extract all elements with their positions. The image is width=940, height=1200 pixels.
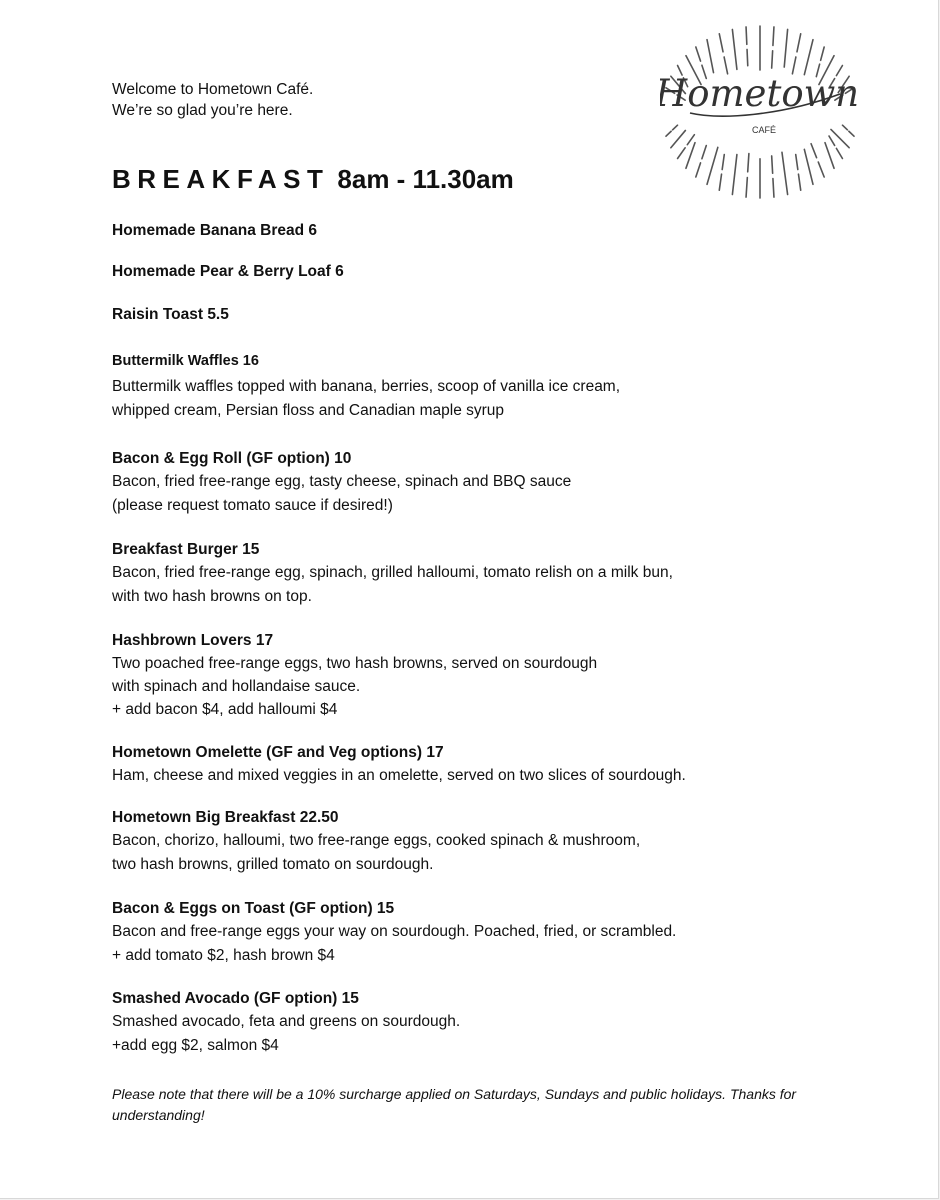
menu-item-addon: + add bacon $4, add halloumi $4 (112, 701, 338, 718)
menu-item-description: with two hash browns on top. (112, 587, 312, 605)
menu-item-addon: +add egg $2, salmon $4 (112, 1036, 279, 1054)
menu-item-title: Hometown Omelette (GF and Veg options) 17 (112, 744, 444, 761)
sunburst-ray (811, 144, 817, 158)
menu-item-description: Ham, cheese and mixed veggies in an omelette, served on two slices of sourdough. (112, 767, 686, 784)
menu-item-title: Breakfast Burger 15 (112, 541, 260, 558)
menu-item-description: Bacon, fried free-range egg, tasty cheese, spinach and BBQ sauce (112, 473, 572, 490)
menu-item (112, 988, 460, 1057)
menu-item-title: Smashed Avocado (GF option) 15 (112, 990, 359, 1007)
sunburst-ray (818, 162, 824, 177)
sunburst-ray (707, 40, 713, 73)
sunburst-ray (772, 156, 773, 173)
sunburst-ray (687, 135, 694, 145)
sunburst-ray (686, 143, 695, 169)
menu-item (112, 220, 317, 242)
sunburst-ray (678, 148, 686, 159)
menu-item-title: Bacon & Eggs on Toast (GF option) 15 (112, 900, 395, 917)
sunburst-ray (796, 155, 798, 170)
menu-item-description: two hash browns, grilled tomato on sourdough. (112, 855, 434, 873)
sunburst-ray (829, 136, 835, 145)
sunburst-ray (849, 131, 854, 136)
sunburst-ray (719, 34, 723, 52)
sunburst-ray (804, 149, 813, 184)
surcharge-note: Please note that there will be a 10% surcharge applied on Saturdays, Sundays and public holidays. Thanks for understanding! (112, 1086, 797, 1123)
menu-item (112, 448, 571, 517)
menu-item-title: Homemade Pear & Berry Loaf 6 (112, 263, 344, 280)
menu-item-description: Buttermilk waffles topped with banana, berries, scoop of vanilla ice cream, (112, 378, 621, 395)
menu-item (112, 350, 620, 422)
sunburst-ray (748, 154, 749, 172)
sunburst-ray (804, 40, 813, 75)
sunburst-ray (825, 143, 834, 169)
menu-item (112, 742, 686, 788)
sunburst-ray (843, 125, 848, 130)
menu-item (112, 630, 597, 721)
menu-item-addon: + add tomato $2, hash brown $4 (112, 946, 335, 964)
menu-item-title: Raisin Toast 5.5 (112, 306, 229, 323)
menu-item-description: Smashed avocado, feta and greens on sourdough. (112, 1013, 461, 1030)
sunburst-ray (673, 125, 678, 130)
sunburst-ray (746, 178, 747, 198)
sunburst-ray (773, 179, 774, 198)
section-hours: 8am - 11.30am (337, 164, 514, 194)
sunburst-ray (666, 131, 671, 136)
menu-item-title: Bacon & Egg Roll (GF option) 10 (112, 450, 352, 467)
menu-item-title: Hashbrown Lovers 17 (112, 632, 274, 649)
menu-item (112, 898, 676, 967)
menu-item-description: Two poached free-range eggs, two hash browns, served on sourdough (112, 655, 598, 672)
sunburst-ray (707, 147, 718, 184)
sunburst-ray (732, 155, 737, 195)
menu-item-description: whipped cream, Persian floss and Canadian maple syrup (112, 401, 505, 419)
menu-item-description: (please request tomato sauce if desired!) (112, 496, 393, 514)
section-title: BREAKFAST (112, 164, 330, 194)
sunburst-ray (696, 163, 701, 177)
menu-item-description: Bacon, chorizo, halloumi, two free-range eggs, cooked spinach & mushroom, (112, 832, 641, 849)
menu-item-title: Homemade Banana Bread 6 (112, 222, 318, 239)
welcome-line: We’re so glad you’re here. (112, 102, 293, 119)
hometown-cafe-logo (660, 24, 858, 202)
sunburst-ray (696, 47, 701, 61)
welcome-message (112, 79, 313, 121)
sunburst-ray (732, 29, 737, 69)
sunburst-ray (702, 146, 706, 159)
sunburst-ray (836, 148, 842, 158)
menu-item-description: Bacon and free-range eggs your way on sourdough. Poached, fried, or scrambled. (112, 923, 677, 940)
section-heading (112, 164, 514, 195)
menu-item (112, 539, 673, 608)
logo-subtext: CAFÉ (751, 125, 777, 135)
sunburst-ray (747, 49, 748, 65)
sunburst-ray (722, 155, 724, 170)
menu-item-description: with spinach and hollandaise sauce. (112, 678, 361, 695)
menu-item (112, 261, 344, 283)
menu-item-description: Bacon, fried free-range egg, spinach, grilled halloumi, tomato relish on a milk bun, (112, 564, 673, 581)
sunburst-ray (773, 27, 774, 46)
menu-item-title: Hometown Big Breakfast 22.50 (112, 809, 339, 826)
welcome-line: Welcome to Hometown Café. (112, 81, 314, 98)
logo-graphic (660, 24, 858, 202)
menu-item (112, 304, 229, 326)
sunburst-ray (797, 34, 801, 52)
sunburst-ray (784, 29, 787, 67)
sunburst-ray (821, 47, 825, 60)
sunburst-ray (772, 51, 773, 68)
menu-item-title: Buttermilk Waffles 16 (112, 353, 259, 369)
sunburst-ray (798, 174, 800, 190)
menu-item (112, 807, 640, 876)
sunburst-ray (782, 152, 788, 194)
sunburst-ray (671, 130, 686, 147)
sunburst-ray (719, 174, 721, 190)
sunburst-ray (746, 27, 747, 44)
logo-wordmark: Hometown (660, 72, 858, 115)
